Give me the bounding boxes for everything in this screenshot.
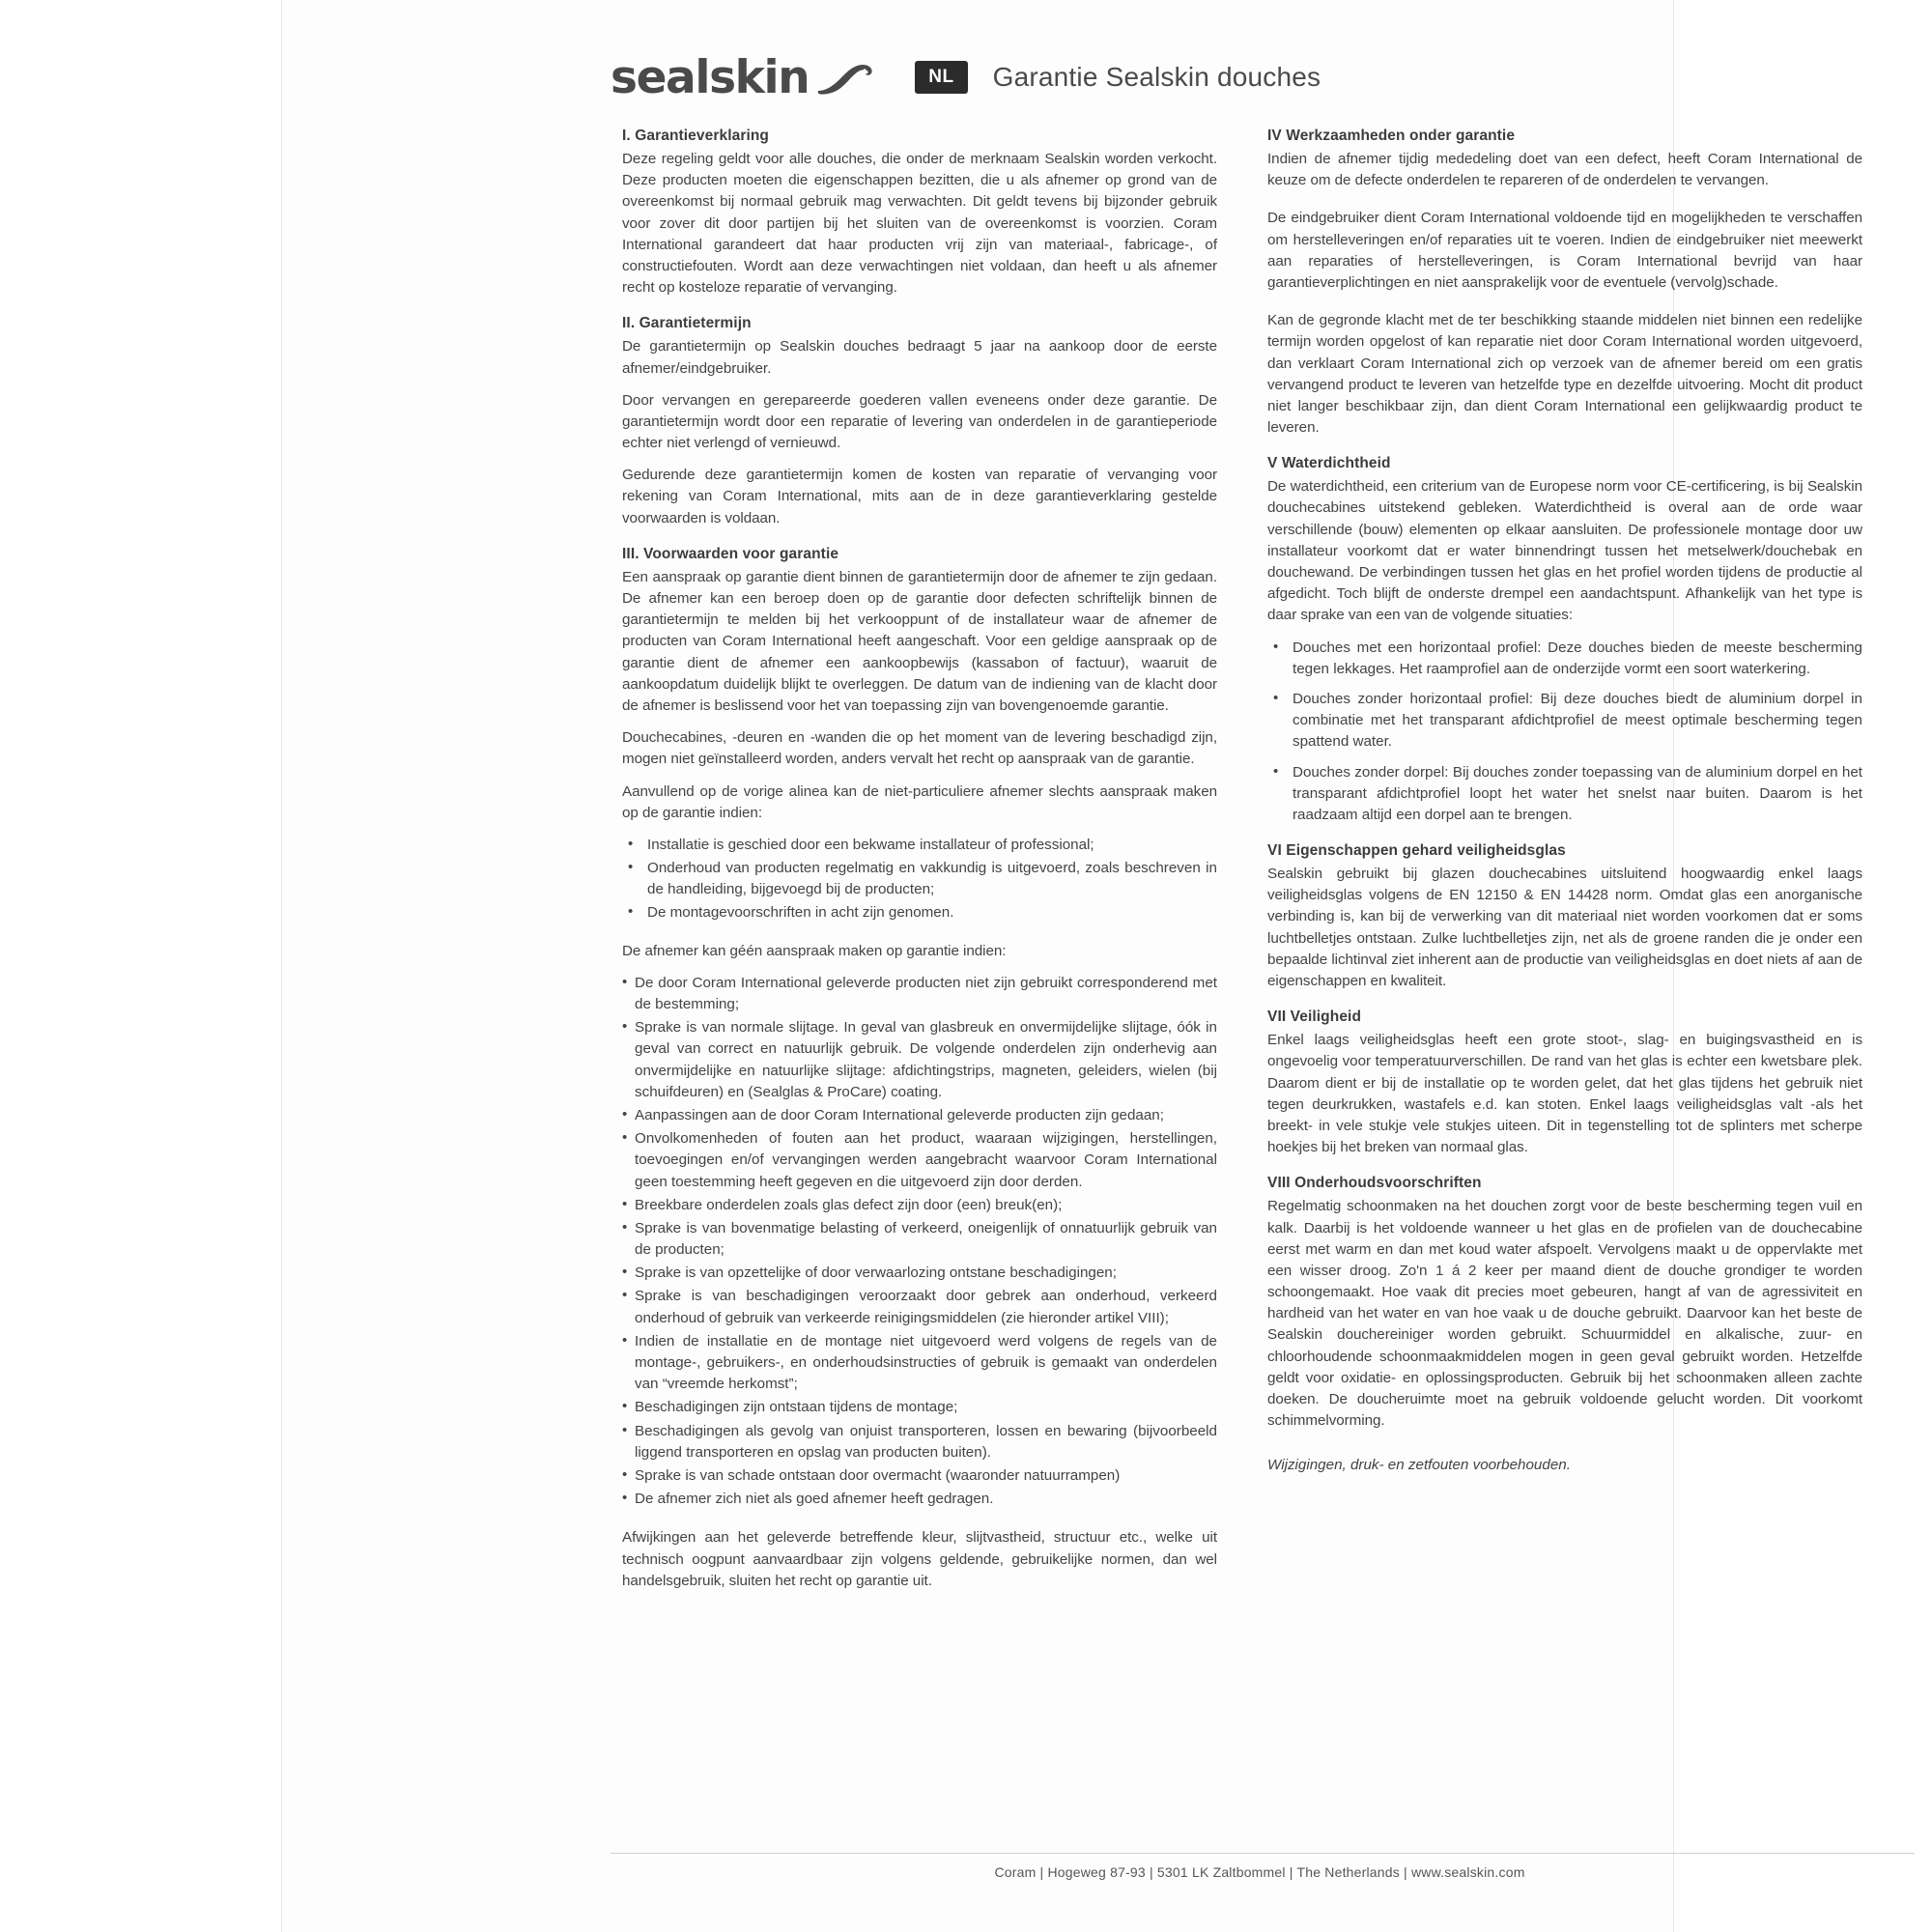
section-paragraph: De garantietermijn op Sealskin douches bedraagt 5 jaar na aankoop door de eerste afnemer/eindgebruiker. <box>622 338 1217 377</box>
section-paragraph: Door vervangen en gerepareerde goederen vallen eveneens onder deze garantie. De garantietermijn wordt door een reparatie of levering van onderdelen in de garantieperiode echter niet verlengd of vernieuwd. <box>622 391 1217 452</box>
section-vii <box>1267 1009 1862 1158</box>
right-column <box>1267 128 1862 1608</box>
page-title: Garantie Sealskin douches <box>992 62 1321 92</box>
list-item: • Onderhoud van producten regelmatig en vakkundig is uitgevoerd, zoals beschreven in de handleiding, bijgevoegd bij de producten; <box>622 858 1217 900</box>
section-heading: V Waterdichtheid <box>1267 455 1391 472</box>
section-paragraph: Kan de gegronde klacht met de ter beschikking staande middelen niet binnen een redelijke termijn worden opgelost of kan reparatie niet door Coram International worden uitgevoerd, dan verklaart Coram International zich op verzoek van de afnemer bereid om een gratis vervangend product te leveren van hetzelfde type en dezelfde uitvoering. Mocht dit product niet langer beschikbaar zijn, dan dient Coram International een gelijkwaardig product te leveren. <box>1267 312 1862 437</box>
section-paragraph: Sealskin gebruikt bij glazen douchecabines uitsluitend hoogwaardig enkel laags veiligheidsglas volgens de EN 12150 & EN 14428 norm. Omdat glas een anorganische verbinding is, kan bij de verwerking van dit materiaal niet worden voorkomen dat er soms luchtbelletjes ontstaan. Zulke luchtbelletjes zijn, net als de groene randen die je onder een bepaalde lichtinval ziet inherent aan de productie van veiligheidsglas en doet niets af aan de eigenschappen en kwaliteit. <box>1267 866 1862 989</box>
section-heading: VI Eigenschappen gehard veiligheidsglas <box>1267 842 1566 860</box>
list-item: • Sprake is van normale slijtage. In geval van glasbreuk en onvermijdelijke slijtage, óók in geval van correct en natuurlijk gebruik. De volgende onderdelen zijn onderhevig aan onvermijdelijke en natuurlijke slijtage: afdichtingstrips, magneten, geleiders, wielen (bij schuifdeuren) en (Sealglas & ProCare) coating. <box>622 1017 1217 1103</box>
list-item: • Sprake is van bovenmatige belasting of verkeerd, oneigenlijk of onnatuurlijk gebruik van de producten; <box>622 1218 1217 1261</box>
section-vi <box>1267 842 1862 992</box>
footer-divider <box>611 1853 1915 1854</box>
section-heading: IV Werkzaamheden onder garantie <box>1267 128 1516 144</box>
list-item: • Installatie is geschied door een bekwame installateur of professional; <box>622 835 1217 856</box>
section-paragraph: Enkel laags veiligheidsglas heeft een grote stoot-, slag- en buigingsvastheid en is ongevoelig voor temperatuurverschillen. De rand van het glas is echter een kwetsbare plek. Daarom dient er bij de installatie op te worden gelet, dat het glas tijdens het gebruik niet tegen deurkrukken, wastafels e.d. kan stoten. Enkel laags veiligheidsglas valt -als het breekt- in vele stukje vele stukjes uiteen. Dit in tegenstelling tot de splinters met scherpe hoekjes bij het breken van normaal glas. <box>1267 1032 1862 1156</box>
section-paragraph: Regelmatig schoonmaken na het douchen zorgt voor de beste bescherming tegen vuil en kalk. Daarbij is het voldoende wanneer u het glas en de profielen van de douchecabine eerst met warm en dan met koud water afspoelt. Vervolgens maakt u de oppervlakte met een wisser droog. Zo'n 1 á 2 keer per maand dient de douche grondiger te worden schoongemaakt. Hoe vaak dit precies moet gebeuren, hangt af van de agressiviteit en hardheid van het water en van hoe vaak u de douche gebruikt. Daarvoor kan het beste de Sealskin douchereiniger worden gebruikt. Schuurmiddel en alkalische, zuur- en chloorhoudende schoonmaakmiddelen mogen in geen geval gebruikt worden. Hetzelfde geldt voor oxidatie- en oplossingsproducten. Gebruik bij het schoonmaken alleen zachte doeken. De doucheruimte moet na gebruik voldoende gelucht worden. Dit voorkomt schimmelvorming. <box>1267 1198 1862 1430</box>
document-sheet <box>282 0 1862 1932</box>
section-heading: II. Garantietermijn <box>622 315 752 332</box>
brand-logo <box>611 50 874 104</box>
language-badge: NL <box>915 61 967 94</box>
list-item: • Douches zonder horizontaal profiel: Bij deze douches biedt de aluminium dorpel in combinatie met het transparant afdichtprofiel de meest optimale bescherming tegen spattend water. <box>1267 689 1862 753</box>
brand-logo-text: sealskin <box>611 50 810 104</box>
list-item: • Sprake is van beschadigingen veroorzaakt door gebrek aan onderhoud, verkeerd onderhoud of gebruik van verkeerde reinigingsmiddelen (zie hieronder artikel VIII); <box>622 1286 1217 1328</box>
section-iv <box>1267 128 1862 439</box>
document-footer: Coram | Hogeweg 87-93 | 5301 LK Zaltbommel | The Netherlands | www.sealskin.com <box>994 1864 1525 1880</box>
list-item: • Indien de installatie en de montage niet uitgevoerd werd volgens de regels van de montage-, gebruikers-, en onderhoudsinstructies of gebruik is gemaakt van onderdelen van “vreemde herkomst”; <box>622 1331 1217 1396</box>
section-i <box>622 128 1217 298</box>
section-heading: VII Veiligheid <box>1267 1009 1362 1026</box>
list-item: • Beschadigingen zijn ontstaan tijdens de montage; <box>622 1397 1217 1418</box>
list-item: • Sprake is van opzettelijke of door verwaarlozing ontstane beschadigingen; <box>622 1263 1217 1284</box>
section-paragraph: De eindgebruiker dient Coram International voldoende tijd en mogelijkheden te verschaffen om herstelleveringen en/of reparaties uit te voeren. Indien de eindgebruiker niet meewerkt aan reparaties of herstelleveringen, is Coram International bevrijd van haar garantieverplichtingen en niet aansprakelijk voor de eventuele (vervolg)schade. <box>1267 210 1862 291</box>
section-paragraph: Deze regeling geldt voor alle douches, die onder de merknaam Sealskin worden verkocht. Deze producten moeten die eigenschappen bezitten, die u als afnemer op grond van de overeenkomst bij normaal gebruik mag verwachten. Dit geldt tevens bij bijzonder gebruik voor zover dit door partijen bij het sluiten van de overeenkomst is voorzien. Coram International garandeert dat haar producten vrij zijn van materiaal-, fabricage-, of constructiefouten. Wordt aan deze verwachtingen niet voldaan, dan heeft u als afnemer recht op kosteloze reparatie of vervanging. <box>622 151 1217 297</box>
section-viii <box>1267 1175 1862 1432</box>
disclaimer-note: Wijzigingen, druk- en zetfouten voorbehouden. <box>1267 1457 1571 1474</box>
section-paragraph: Gedurende deze garantietermijn komen de kosten van reparatie of vervanging voor rekening van Coram International, mits aan de in deze garantieverklaring gestelde voorwaarden is voldaan. <box>622 467 1217 526</box>
list-item: • Aanpassingen aan de door Coram International geleverde producten zijn gedaan; <box>622 1105 1217 1126</box>
section-heading: VIII Onderhoudsvoorschriften <box>1267 1175 1482 1192</box>
seal-logo-icon <box>814 58 874 97</box>
exclusions-closing: Afwijkingen aan het geleverde betreffende kleur, slijtvastheid, structuur etc., welke uit technisch oogpunt aanvaardbaar zijn volgens geldende, gebruikelijke normen, dan wel handelsgebruik, sluiten het recht op garantie uit. <box>622 1529 1217 1589</box>
section-paragraph: Indien de afnemer tijdig mededeling doet van een defect, heeft Coram International de keuze om de defecte onderdelen te repareren of de onderdelen te vervangen. <box>1267 151 1862 189</box>
conditions-list <box>622 835 1217 924</box>
section-paragraph: Douchecabines, -deuren en -wanden die op het moment van de levering beschadigd zijn, mogen niet geïnstalleerd worden, anders vervalt het recht op aanspraak van de garantie. <box>622 729 1217 768</box>
list-item: • Douches met een horizontaal profiel: Deze douches bieden de meeste bescherming tegen lekkages. Het raamprofiel aan de onderzijde vormt een soort waterkering. <box>1267 638 1862 680</box>
waterproofing-list <box>1267 638 1862 827</box>
section-iii <box>622 546 1217 924</box>
section-v <box>1267 455 1862 826</box>
list-item: • Douches zonder dorpel: Bij douches zonder toepassing van de aluminium dorpel en het transparant afdichtprofiel loopt het water het snelst naar buiten. Daarom is het raadzaam altijd een dorpel aan te brengen. <box>1267 762 1862 827</box>
list-item: • Breekbare onderdelen zoals glas defect zijn door (een) breuk(en); <box>622 1195 1217 1216</box>
list-item: • De afnemer zich niet als goed afnemer heeft gedragen. <box>622 1489 1217 1510</box>
left-column <box>622 128 1217 1608</box>
list-item: • De door Coram International geleverde producten niet zijn gebruikt corresponderend met de bestemming; <box>622 973 1217 1015</box>
document-body <box>622 128 1907 1608</box>
list-item: • Beschadigingen als gevolg van onjuist transporteren, lossen en bewaring (bijvoorbeeld liggend transporteren en opslag van producten buiten). <box>622 1421 1217 1463</box>
exclusions-intro: De afnemer kan géén aanspraak maken op garantie indien: <box>622 942 1007 959</box>
exclusions-list <box>622 973 1217 1511</box>
list-item: • Onvolkomenheden of fouten aan het product, waaraan wijzigingen, herstellingen, toevoegingen en/of vervangingen werden aangebracht waarvoor Coram International geen toestemming heeft gegeven en die uitgevoerd zijn door derden. <box>622 1128 1217 1193</box>
document-header <box>611 39 1915 116</box>
section-paragraph: Een aanspraak op garantie dient binnen de garantietermijn door de afnemer te zijn gedaan. De afnemer kan een beroep doen op de garantie door defecten schriftelijk binnen de garantietermijn te melden bij het verkooppunt of de installateur waar de afnemer de producten van Coram International heeft aangeschaft. Voor een geldige aanspraak op de garantie dient de afnemer een aankoopbewijs (kassabon of factuur), waaruit de aankoopdatum duidelijk blijkt te overleggen. De datum van de indiening van de klacht door de afnemer is beslissend voor het van toepassing zijn van bovengenoemde garantie. <box>622 568 1217 714</box>
section-paragraph: Aanvullend op de vorige alinea kan de niet-particuliere afnemer slechts aanspraak maken op de garantie indien: <box>622 782 1217 821</box>
section-paragraph: De waterdichtheid, een criterium van de Europese norm voor CE-certificering, is bij Sealskin douchecabines uitstekend gebleken. Waterdichtheid is overal aan de orde waar verschillende (bouw) elementen op elkaar aansluiten. De professionele montage door uw installateur voorkomt dat er water binnendringt tussen het metselwerk/douchebak en douchewand. De verbindingen tussen het glas en het profiel worden tijdens de productie al afgedicht. Toch blijft de onderste drempel een aandachtspunt. Afhankelijk van het type is daar sprake van een van de volgende situaties: <box>1267 478 1862 624</box>
list-item: • De montagevoorschriften in acht zijn genomen. <box>622 902 1217 923</box>
list-item: • Sprake is van schade ontstaan door overmacht (waaronder natuurrampen) <box>622 1465 1217 1487</box>
section-ii <box>622 315 1217 529</box>
section-exclusions <box>622 941 1217 1592</box>
section-heading: I. Garantieverklaring <box>622 128 769 144</box>
section-heading: III. Voorwaarden voor garantie <box>622 545 839 562</box>
